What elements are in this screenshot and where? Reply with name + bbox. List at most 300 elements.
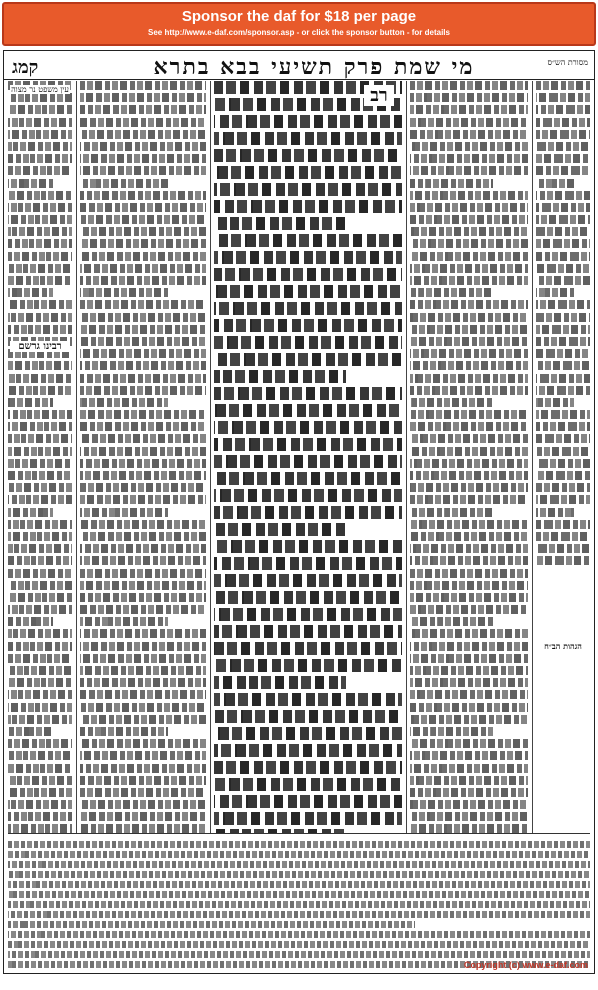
text-line <box>410 788 528 797</box>
text-line <box>8 556 72 565</box>
text-line <box>410 179 493 188</box>
text-line <box>214 642 402 655</box>
text-line <box>8 93 72 102</box>
text-line <box>8 179 53 188</box>
text-line <box>214 387 402 400</box>
text-line <box>536 471 590 480</box>
text-line <box>410 313 528 322</box>
text-line <box>410 605 528 614</box>
text-line <box>8 495 72 504</box>
text-line <box>214 608 402 621</box>
text-line <box>410 410 528 419</box>
text-line <box>80 593 206 602</box>
page-header <box>4 51 594 80</box>
text-line <box>410 666 528 675</box>
text-line <box>410 447 528 456</box>
banner-title: Sponsor the daf for $18 per page <box>181 8 417 25</box>
text-line <box>410 508 493 517</box>
text-line <box>410 812 528 821</box>
text-line <box>214 761 402 774</box>
text-line <box>410 142 528 151</box>
text-line <box>80 788 206 797</box>
text-line <box>8 642 72 651</box>
text-line <box>80 654 206 663</box>
hagahot-label: הגהות הב״ח <box>536 641 590 651</box>
text-line <box>410 569 528 578</box>
text-line <box>536 288 574 297</box>
text-line <box>214 812 402 825</box>
text-line <box>80 93 206 102</box>
corner-label: מסורת הש״ס <box>547 58 588 67</box>
text-line <box>8 800 72 809</box>
text-line <box>410 751 528 760</box>
text-line <box>536 105 590 114</box>
text-line <box>8 629 72 638</box>
text-line <box>80 483 206 492</box>
text-line <box>214 183 402 196</box>
text-line <box>80 264 206 273</box>
text-line <box>410 459 528 468</box>
text-line <box>8 881 590 888</box>
text-line <box>410 629 528 638</box>
text-line <box>410 203 528 212</box>
text-line <box>410 361 528 370</box>
text-line <box>8 276 72 285</box>
text-line <box>410 130 528 139</box>
text-line <box>536 459 590 468</box>
text-line <box>536 398 574 407</box>
text-line <box>80 215 206 224</box>
text-line <box>536 374 590 383</box>
text-line <box>8 142 72 151</box>
text-line <box>410 434 528 443</box>
sponsor-banner[interactable] <box>2 2 596 46</box>
text-line <box>214 149 402 162</box>
text-line <box>8 118 72 127</box>
text-line <box>8 105 72 114</box>
text-line <box>214 676 346 689</box>
text-line <box>410 532 528 541</box>
text-line <box>536 227 590 236</box>
text-line <box>214 132 402 145</box>
text-line <box>410 191 528 200</box>
text-line <box>80 642 206 651</box>
text-line <box>214 489 402 502</box>
text-line <box>8 520 72 529</box>
text-line <box>80 447 206 456</box>
text-line <box>8 824 72 833</box>
text-line <box>536 508 574 517</box>
text-line <box>410 654 528 663</box>
text-line <box>80 678 206 687</box>
text-line <box>536 313 590 322</box>
text-line <box>80 130 206 139</box>
text-line <box>8 434 72 443</box>
text-line <box>80 166 206 175</box>
text-line <box>8 861 590 868</box>
text-line <box>80 727 168 736</box>
bottom-commentary <box>8 841 590 971</box>
text-line <box>80 569 206 578</box>
text-line <box>8 471 72 480</box>
text-line <box>8 654 72 663</box>
text-line <box>80 605 206 614</box>
text-line <box>410 398 493 407</box>
text-line <box>80 690 206 699</box>
gemara-column <box>214 81 402 833</box>
text-line <box>536 118 590 127</box>
text-line <box>214 778 402 791</box>
text-line <box>80 337 206 346</box>
text-line <box>80 812 206 821</box>
text-line <box>410 81 528 90</box>
text-line <box>8 851 590 858</box>
text-line <box>214 353 402 366</box>
text-line <box>8 227 72 236</box>
text-line <box>410 581 528 590</box>
text-line <box>410 118 528 127</box>
text-line <box>410 483 528 492</box>
text-line <box>410 215 528 224</box>
text-line <box>410 239 528 248</box>
text-line <box>80 191 206 200</box>
text-line <box>410 800 528 809</box>
opening-word: רב <box>364 85 394 106</box>
text-line <box>80 508 168 517</box>
text-line <box>80 824 206 833</box>
text-line <box>8 422 72 431</box>
gutter <box>406 81 407 833</box>
text-line <box>80 532 206 541</box>
text-line <box>80 81 206 90</box>
text-line <box>214 234 402 247</box>
text-line <box>536 361 590 370</box>
copyright-link[interactable]: Copyright (c) www.e-daf.com <box>463 960 588 970</box>
text-line <box>536 556 590 565</box>
text-line <box>536 276 590 285</box>
text-line <box>80 142 206 151</box>
ein-mishpat-heading: עין משפט נר מצוה <box>11 85 69 94</box>
text-line <box>8 891 590 898</box>
text-line <box>8 788 72 797</box>
text-line <box>536 495 590 504</box>
text-line <box>80 776 206 785</box>
text-line <box>536 349 590 358</box>
text-line <box>8 300 72 309</box>
text-line <box>8 617 53 626</box>
text-line <box>536 434 590 443</box>
text-line <box>80 203 206 212</box>
text-line <box>80 422 206 431</box>
text-line <box>214 710 402 723</box>
text-line <box>410 678 528 687</box>
text-line <box>536 483 590 492</box>
text-line <box>80 252 206 261</box>
text-line <box>8 727 53 736</box>
text-line <box>214 625 402 638</box>
text-line <box>536 203 590 212</box>
text-line <box>536 179 574 188</box>
text-line <box>8 715 72 724</box>
text-line <box>80 495 206 504</box>
text-line <box>8 703 72 712</box>
text-line <box>410 349 528 358</box>
text-line <box>80 227 206 236</box>
text-line <box>410 776 528 785</box>
text-line <box>214 557 402 570</box>
text-line <box>410 288 493 297</box>
text-line <box>536 447 590 456</box>
text-line <box>410 471 528 480</box>
text-line <box>80 629 206 638</box>
text-line <box>80 398 168 407</box>
text-line <box>410 227 528 236</box>
text-line <box>410 617 493 626</box>
talmud-page <box>3 50 595 974</box>
text-line <box>8 812 72 821</box>
masoret-column <box>536 81 590 833</box>
text-line <box>8 361 72 370</box>
text-line <box>214 285 402 298</box>
text-line <box>214 370 346 383</box>
text-line <box>8 901 590 908</box>
text-line <box>410 93 528 102</box>
text-line <box>410 715 528 724</box>
text-line <box>80 325 206 334</box>
text-line <box>80 739 206 748</box>
text-line <box>536 142 590 151</box>
text-line <box>8 374 72 383</box>
text-line <box>214 302 402 315</box>
text-line <box>8 239 72 248</box>
text-line <box>8 398 53 407</box>
text-line <box>410 105 528 114</box>
text-line <box>410 276 528 285</box>
text-line <box>80 118 206 127</box>
text-line <box>214 659 402 672</box>
text-line <box>80 179 168 188</box>
text-line <box>214 540 402 553</box>
text-line <box>8 931 590 938</box>
banner-subtitle[interactable]: See http://www.e-daf.com/sponsor.asp - or click the sponsor button - for details <box>148 28 450 37</box>
text-line <box>8 483 72 492</box>
text-line <box>8 264 72 273</box>
text-line <box>8 325 72 334</box>
text-line <box>410 642 528 651</box>
text-line <box>214 591 402 604</box>
text-line <box>536 264 590 273</box>
text-line <box>214 795 402 808</box>
text-line <box>80 313 206 322</box>
text-line <box>410 300 528 309</box>
text-line <box>410 764 528 773</box>
text-line <box>410 154 528 163</box>
text-line <box>8 215 72 224</box>
text-line <box>536 410 590 419</box>
text-line <box>80 288 168 297</box>
text-line <box>410 824 528 833</box>
text-line <box>8 508 53 517</box>
text-line <box>80 105 206 114</box>
text-line <box>536 300 590 309</box>
text-line <box>80 154 206 163</box>
text-line <box>410 593 528 602</box>
text-line <box>80 434 206 443</box>
text-line <box>8 605 72 614</box>
text-line <box>80 386 206 395</box>
text-line <box>80 751 206 760</box>
text-line <box>214 693 402 706</box>
text-line <box>8 203 72 212</box>
text-line <box>410 166 528 175</box>
rabbeinu-gershom-label: רבינו גרשם <box>10 341 70 352</box>
text-line <box>214 404 402 417</box>
text-line <box>8 871 590 878</box>
text-line <box>536 154 590 163</box>
text-line <box>214 455 402 468</box>
text-line <box>8 569 72 578</box>
text-line <box>80 800 206 809</box>
text-line <box>536 544 590 553</box>
text-line <box>80 471 206 480</box>
text-line <box>8 410 72 419</box>
text-line <box>410 520 528 529</box>
text-line <box>214 727 402 740</box>
text-line <box>214 200 402 213</box>
text-line <box>410 495 528 504</box>
text-line <box>8 951 590 958</box>
text-line <box>8 532 72 541</box>
text-line <box>8 130 72 139</box>
text-line <box>80 556 206 565</box>
text-line <box>8 313 72 322</box>
text-line <box>80 544 206 553</box>
text-line <box>8 447 72 456</box>
text-line <box>80 410 206 419</box>
text-line <box>214 217 346 230</box>
text-line <box>410 739 528 748</box>
text-line <box>536 166 590 175</box>
text-line <box>214 744 402 757</box>
text-line <box>410 386 528 395</box>
text-line <box>536 130 590 139</box>
text-line <box>214 115 402 128</box>
text-line <box>536 337 590 346</box>
text-line <box>80 764 206 773</box>
text-line <box>8 751 72 760</box>
tosafot-column <box>80 81 206 833</box>
text-line <box>536 215 590 224</box>
text-line <box>8 764 72 773</box>
text-line <box>214 319 402 332</box>
text-line <box>8 911 590 918</box>
text-line <box>80 520 206 529</box>
text-line <box>80 703 206 712</box>
text-line <box>214 421 402 434</box>
text-line <box>214 268 402 281</box>
text-line <box>8 191 72 200</box>
text-line <box>214 251 402 264</box>
text-line <box>536 93 590 102</box>
text-line <box>410 264 528 273</box>
text-line <box>80 374 206 383</box>
text-line <box>410 422 528 431</box>
text-line <box>80 581 206 590</box>
text-line <box>536 252 590 261</box>
running-title: מי שמת פרק תשיעי בבא בתרא <box>153 54 475 80</box>
text-line <box>410 374 528 383</box>
bottom-divider <box>8 833 590 834</box>
text-line <box>410 325 528 334</box>
text-line <box>8 154 72 163</box>
text-line <box>8 666 72 675</box>
text-line <box>8 593 72 602</box>
text-line <box>8 941 590 948</box>
text-line <box>214 506 402 519</box>
gutter <box>76 81 77 833</box>
text-line <box>536 191 590 200</box>
text-line <box>8 921 415 928</box>
text-line <box>214 336 402 349</box>
text-line <box>80 276 206 285</box>
text-line <box>80 300 206 309</box>
text-line <box>80 349 206 358</box>
text-line <box>536 386 590 395</box>
text-line <box>8 288 53 297</box>
text-line <box>410 556 528 565</box>
text-line <box>410 252 528 261</box>
text-line <box>8 386 72 395</box>
text-line <box>8 581 72 590</box>
text-line <box>8 739 72 748</box>
text-line <box>8 544 72 553</box>
text-line <box>410 337 528 346</box>
text-line <box>8 459 72 468</box>
text-line <box>536 532 590 541</box>
text-line <box>8 776 72 785</box>
page-number: קמג <box>12 57 39 78</box>
text-line <box>8 841 590 848</box>
text-line <box>536 81 590 90</box>
text-line <box>214 523 346 536</box>
text-line <box>536 239 590 248</box>
text-line <box>410 727 493 736</box>
text-line <box>536 325 590 334</box>
text-line <box>8 252 72 261</box>
text-line <box>536 422 590 431</box>
text-line <box>8 690 72 699</box>
text-line <box>80 666 206 675</box>
text-line <box>80 459 206 468</box>
text-line <box>80 239 206 248</box>
text-line <box>410 544 528 553</box>
text-line <box>214 166 402 179</box>
text-line <box>214 574 402 587</box>
gutter <box>210 81 211 833</box>
ein-mishpat-column <box>8 81 72 833</box>
text-line <box>80 715 206 724</box>
text-line <box>8 166 72 175</box>
text-line <box>80 361 206 370</box>
text-line <box>536 520 590 529</box>
text-line <box>410 690 528 699</box>
text-line <box>214 472 402 485</box>
text-line <box>8 678 72 687</box>
text-line <box>410 703 528 712</box>
rashi-column <box>410 81 528 833</box>
text-line <box>214 438 402 451</box>
text-line <box>80 617 168 626</box>
